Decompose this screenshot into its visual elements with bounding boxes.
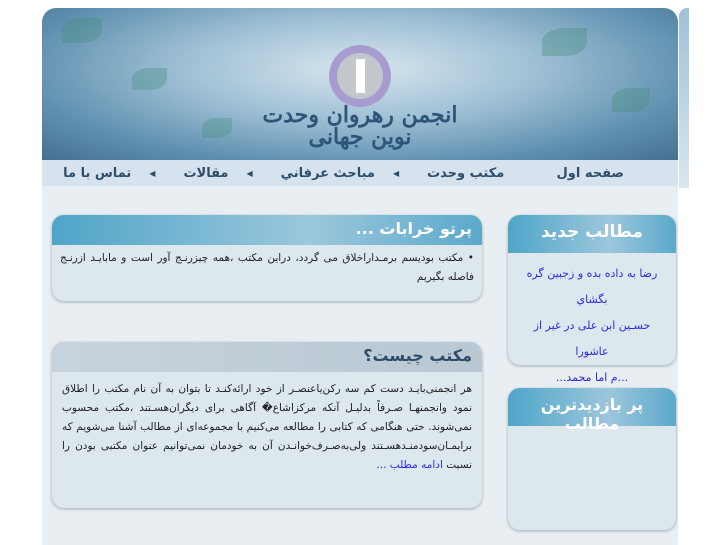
right-edge-decoration (679, 8, 689, 188)
popular-posts-box (508, 388, 676, 530)
kharabat-body: • مکتب بودیسم برمـداراخلاق می گردد، دراین مکتب ،همه چیزرنـج آور است و مابایـد ازرنـج فاصله بگیریم (60, 252, 474, 283)
maktab-title: مکتب چیست؟ (52, 342, 482, 372)
nav-separator-icon: ◀ (392, 168, 400, 178)
new-posts-box (508, 215, 676, 384)
new-posts-title: مطالب جدید (508, 215, 676, 253)
nav-articles[interactable]: مقالات (183, 165, 229, 181)
header-banner (42, 8, 678, 160)
new-post-item[interactable]: حسـین ابن علی در غیر از عاشورا (533, 319, 651, 358)
maktab-body (52, 372, 482, 483)
nav-maktab-vahdat[interactable]: مكتب وحدت (427, 165, 505, 181)
read-more-link[interactable]: ادامه مطلب ... (376, 459, 443, 471)
nav-mystic-topics[interactable]: مباحث عرفاني (280, 165, 375, 181)
logo-emblem[interactable] (329, 45, 391, 107)
main-nav (42, 160, 678, 186)
logo-text: انجمن رهروان وحدت نوین جهانی (262, 102, 458, 150)
new-post-item[interactable]: رضا به داده بده و زجبین گره بگشاي (526, 267, 658, 306)
new-posts-list (508, 253, 676, 395)
kharabat-box (52, 215, 482, 301)
new-post-item[interactable]: ...م اما محمد... (555, 371, 629, 384)
maktab-text: هر انجمنی‌بایـد دست کم سه رکن‌یاعنصـر از خود ارائه‌کنـد تا بتوان به آن نام مکتب را اطلاق نمود وانجمنهـا صـرفاً بدلیـل آنکه مرکزاشاع� آگاهی برای دیگران‌هسـتند ،مکتب محسوب نمی‌شوند. حتی هنگامی که کتابی را مطالعه می‌کنیم با مجموعه‌ای از مطالب آشنا می‌شویم که برایمـان‌سودمنـدهسـتند ولی‌به‌صـرف‌خوانـدن آن به خودمان نمی‌توانیم عنوان مکتبی بودن را نسبت (62, 383, 472, 471)
nav-separator-icon: ◀ (149, 168, 156, 178)
nav-contact[interactable]: تماس با ما (63, 165, 132, 181)
page (42, 8, 678, 545)
popular-posts-title: پر بازدیدترین مطالب (508, 388, 676, 426)
kharabat-title: پرتو خرابات ... (52, 215, 482, 245)
maktab-box (52, 342, 482, 508)
nav-home[interactable]: صفحه اول (556, 165, 624, 181)
nav-separator-icon: ◀ (246, 168, 253, 178)
